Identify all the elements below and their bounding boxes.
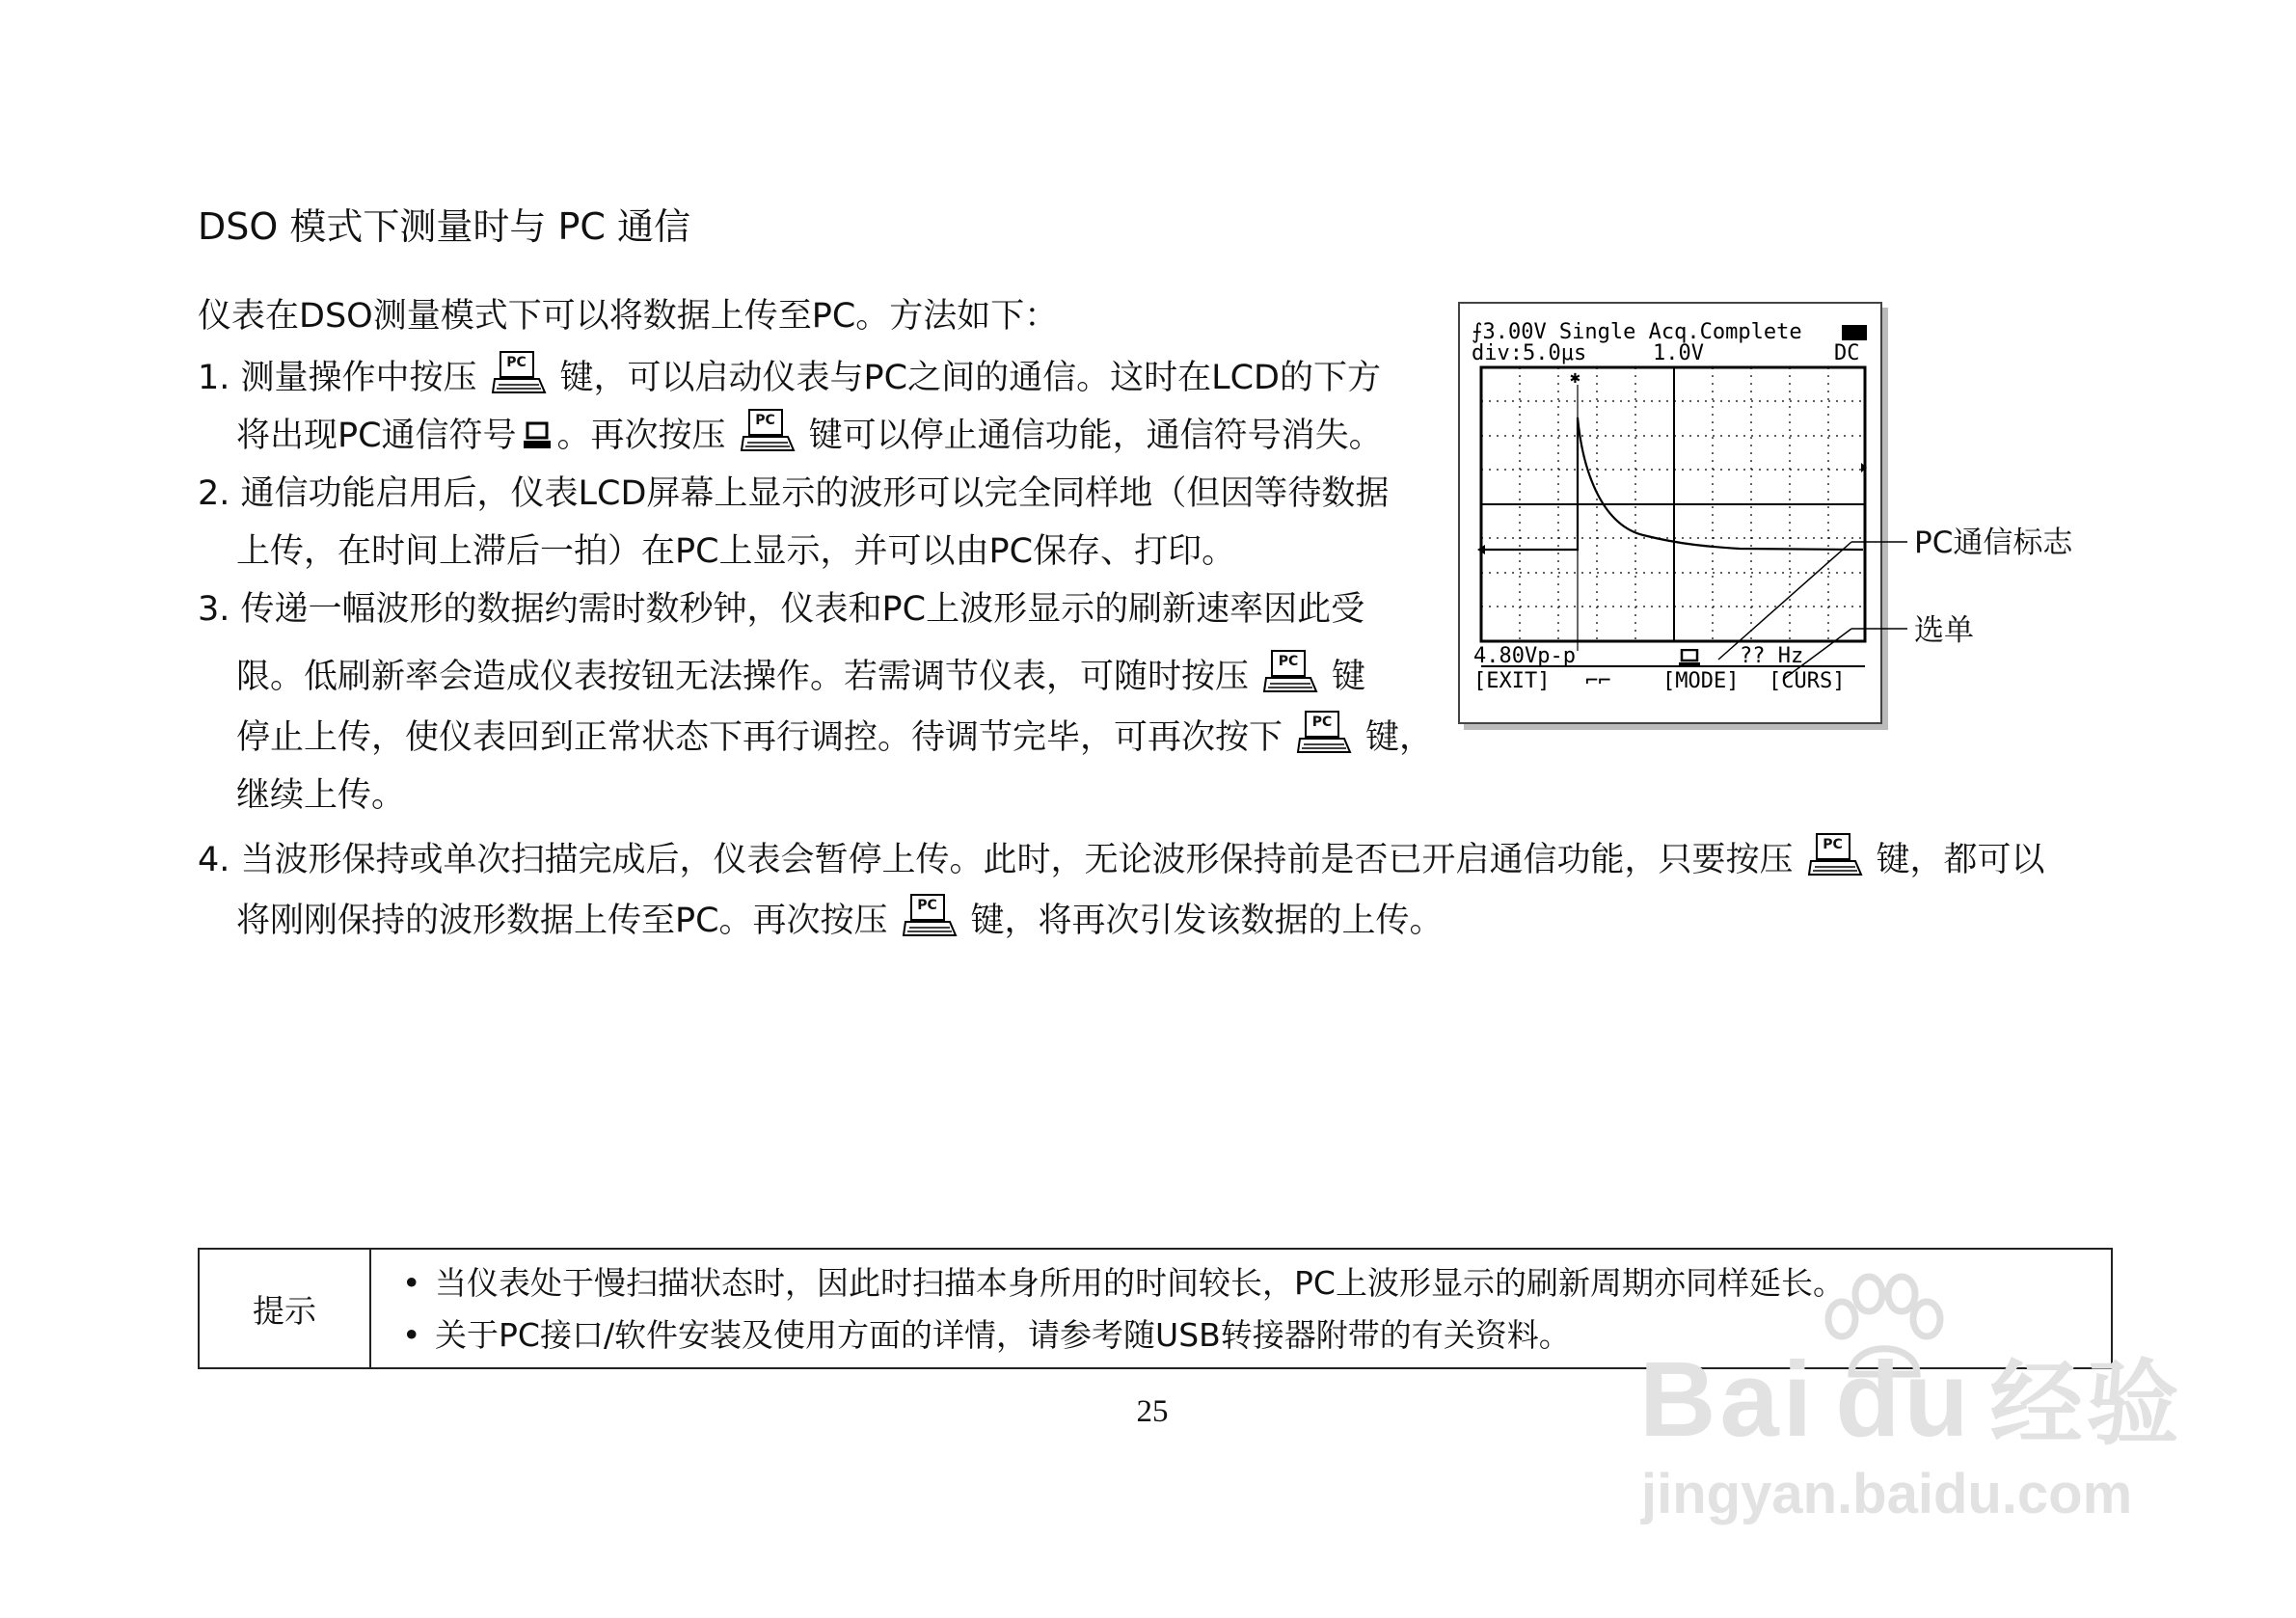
lcd-status-line: ⨍3.00V Single Acq.Complete (1472, 320, 1802, 344)
page-number: 25 (1136, 1394, 1169, 1429)
item-2-line-1: 2. 通信功能启用后，仪表LCD屏幕上显示的波形可以完全同样地（但因等待数据 (198, 474, 1390, 513)
item-3-text-e: 键， (1365, 718, 1434, 757)
pc-key-icon (902, 893, 958, 941)
pc-key-icon (740, 408, 796, 456)
item-1-text-d: 。再次按压 (556, 417, 726, 455)
pc-key-icon (491, 350, 547, 398)
pc-key-icon (1807, 832, 1863, 880)
watermark-brand-bai: Bai (1639, 1340, 1817, 1459)
lcd-trigger-level: 1.0V (1653, 341, 1704, 365)
watermark-brand-cn: 经验 (1989, 1353, 2183, 1456)
item-1-text-a: 1. 测量操作中按压 (198, 359, 477, 397)
bullet-icon: • (402, 1264, 421, 1302)
item-3-line-1: 3. 传递一幅波形的数据约需时数秒钟，仪表和PC上波形显示的刷新速率因此受 (198, 590, 1365, 629)
watermark-brand-du: du (1835, 1340, 1973, 1459)
lcd-menu-exit-label: EXIT (1486, 669, 1538, 693)
intro-text: 仪表在DSO测量模式下可以将数据上传至PC。方法如下： (198, 297, 1059, 336)
lcd-menu-exit[interactable]: [EXIT] (1473, 669, 1551, 693)
pc-key-label: PC (1278, 654, 1299, 669)
item-3-text-b: 限。低刷新率会造成仪表按钮无法操作。若需调节仪表，可随时按压 (236, 658, 1250, 696)
item-1-text-c: 将出现PC通信符号 (236, 417, 517, 455)
note-item-1 (402, 1261, 1845, 1306)
lcd-frequency-readout: ?? Hz (1740, 644, 1804, 668)
lcd-menu-mode[interactable]: [MODE] (1662, 669, 1740, 693)
callout-pc-flag: PC通信标志 (1914, 526, 2073, 560)
item-1-text-b: 键，可以启动仪表与PC之间的通信。这时在LCD的下方 (559, 359, 1381, 397)
note-item-2 (402, 1313, 1571, 1358)
item-3-text-d: 停止上传，使仪表回到正常状态下再行调控。待调节完毕，可再次按下 (236, 718, 1283, 757)
lcd-menu-trigger-edge[interactable]: ⌐⌐ (1585, 669, 1611, 693)
note-label: 提示 (200, 1250, 371, 1367)
item-3-line-3 (236, 709, 1433, 767)
item-4-text-c: 将刚刚保持的波形数据上传至PC。再次按压 (236, 902, 888, 940)
item-3-text-c: 键 (1332, 658, 1366, 696)
pc-key-label: PC (755, 413, 775, 428)
item-4-line-1 (198, 831, 2045, 889)
lcd-timebase: div:5.0μs (1472, 341, 1587, 365)
item-1-text-e: 键可以停止通信功能，通信符号消失。 (808, 417, 1383, 455)
note-item-1-text: 当仪表处于慢扫描状态时，因此时扫描本身所用的时间较长，PC上波形显示的刷新周期亦同样延长。 (435, 1264, 1845, 1302)
item-4-line-2 (236, 892, 1444, 950)
item-2-line-2: 上传，在时间上滞后一拍）在PC上显示，并可以由PC保存、打印。 (236, 532, 1236, 571)
lcd-menu-cursor-label: CURS (1781, 669, 1833, 693)
item-4-text-b: 键，都可以 (1876, 841, 2045, 879)
watermark-url: jingyan.baidu.com (1641, 1463, 2133, 1525)
callout-leaders (1639, 521, 1929, 714)
item-1-line-1 (198, 349, 1381, 407)
lcd-menu-mode-label: MODE (1675, 669, 1727, 693)
callout-menu: 选单 (1914, 613, 1974, 648)
section-title: DSO 模式下测量时与 PC 通信 (198, 205, 690, 248)
lcd-coupling: DC (1834, 341, 1860, 365)
item-4-text-d: 键，将再次引发该数据的上传。 (970, 902, 1444, 940)
lcd-vpp-readout: 4.80Vp-p (1473, 644, 1576, 668)
pc-key-label: PC (1823, 837, 1843, 852)
pc-comm-symbol-icon (523, 411, 552, 469)
watermark-brand (1639, 1331, 2183, 1463)
pc-key-icon (1296, 710, 1352, 758)
note-item-2-text: 关于PC接口/软件安装及使用方面的详情，请参考随USB转接器附带的有关资料。 (435, 1316, 1571, 1354)
pc-key-label: PC (1311, 715, 1333, 730)
item-1-line-2 (236, 407, 1383, 469)
item-3-line-4: 继续上传。 (236, 776, 406, 815)
pc-key-icon (1262, 649, 1318, 697)
pc-key-label: PC (917, 898, 937, 913)
item-3-line-2 (236, 648, 1365, 706)
lcd-menu-cursor[interactable]: [CURS] (1769, 669, 1846, 693)
pc-key-label: PC (506, 355, 527, 370)
item-4-text-a: 4. 当波形保持或单次扫描完成后，仪表会暂停上传。此时，无论波形保持前是否已开启通信功能，只要按压 (198, 841, 1794, 879)
svg-text:✱: ✱ (1570, 367, 1580, 388)
bullet-icon: • (402, 1316, 421, 1354)
